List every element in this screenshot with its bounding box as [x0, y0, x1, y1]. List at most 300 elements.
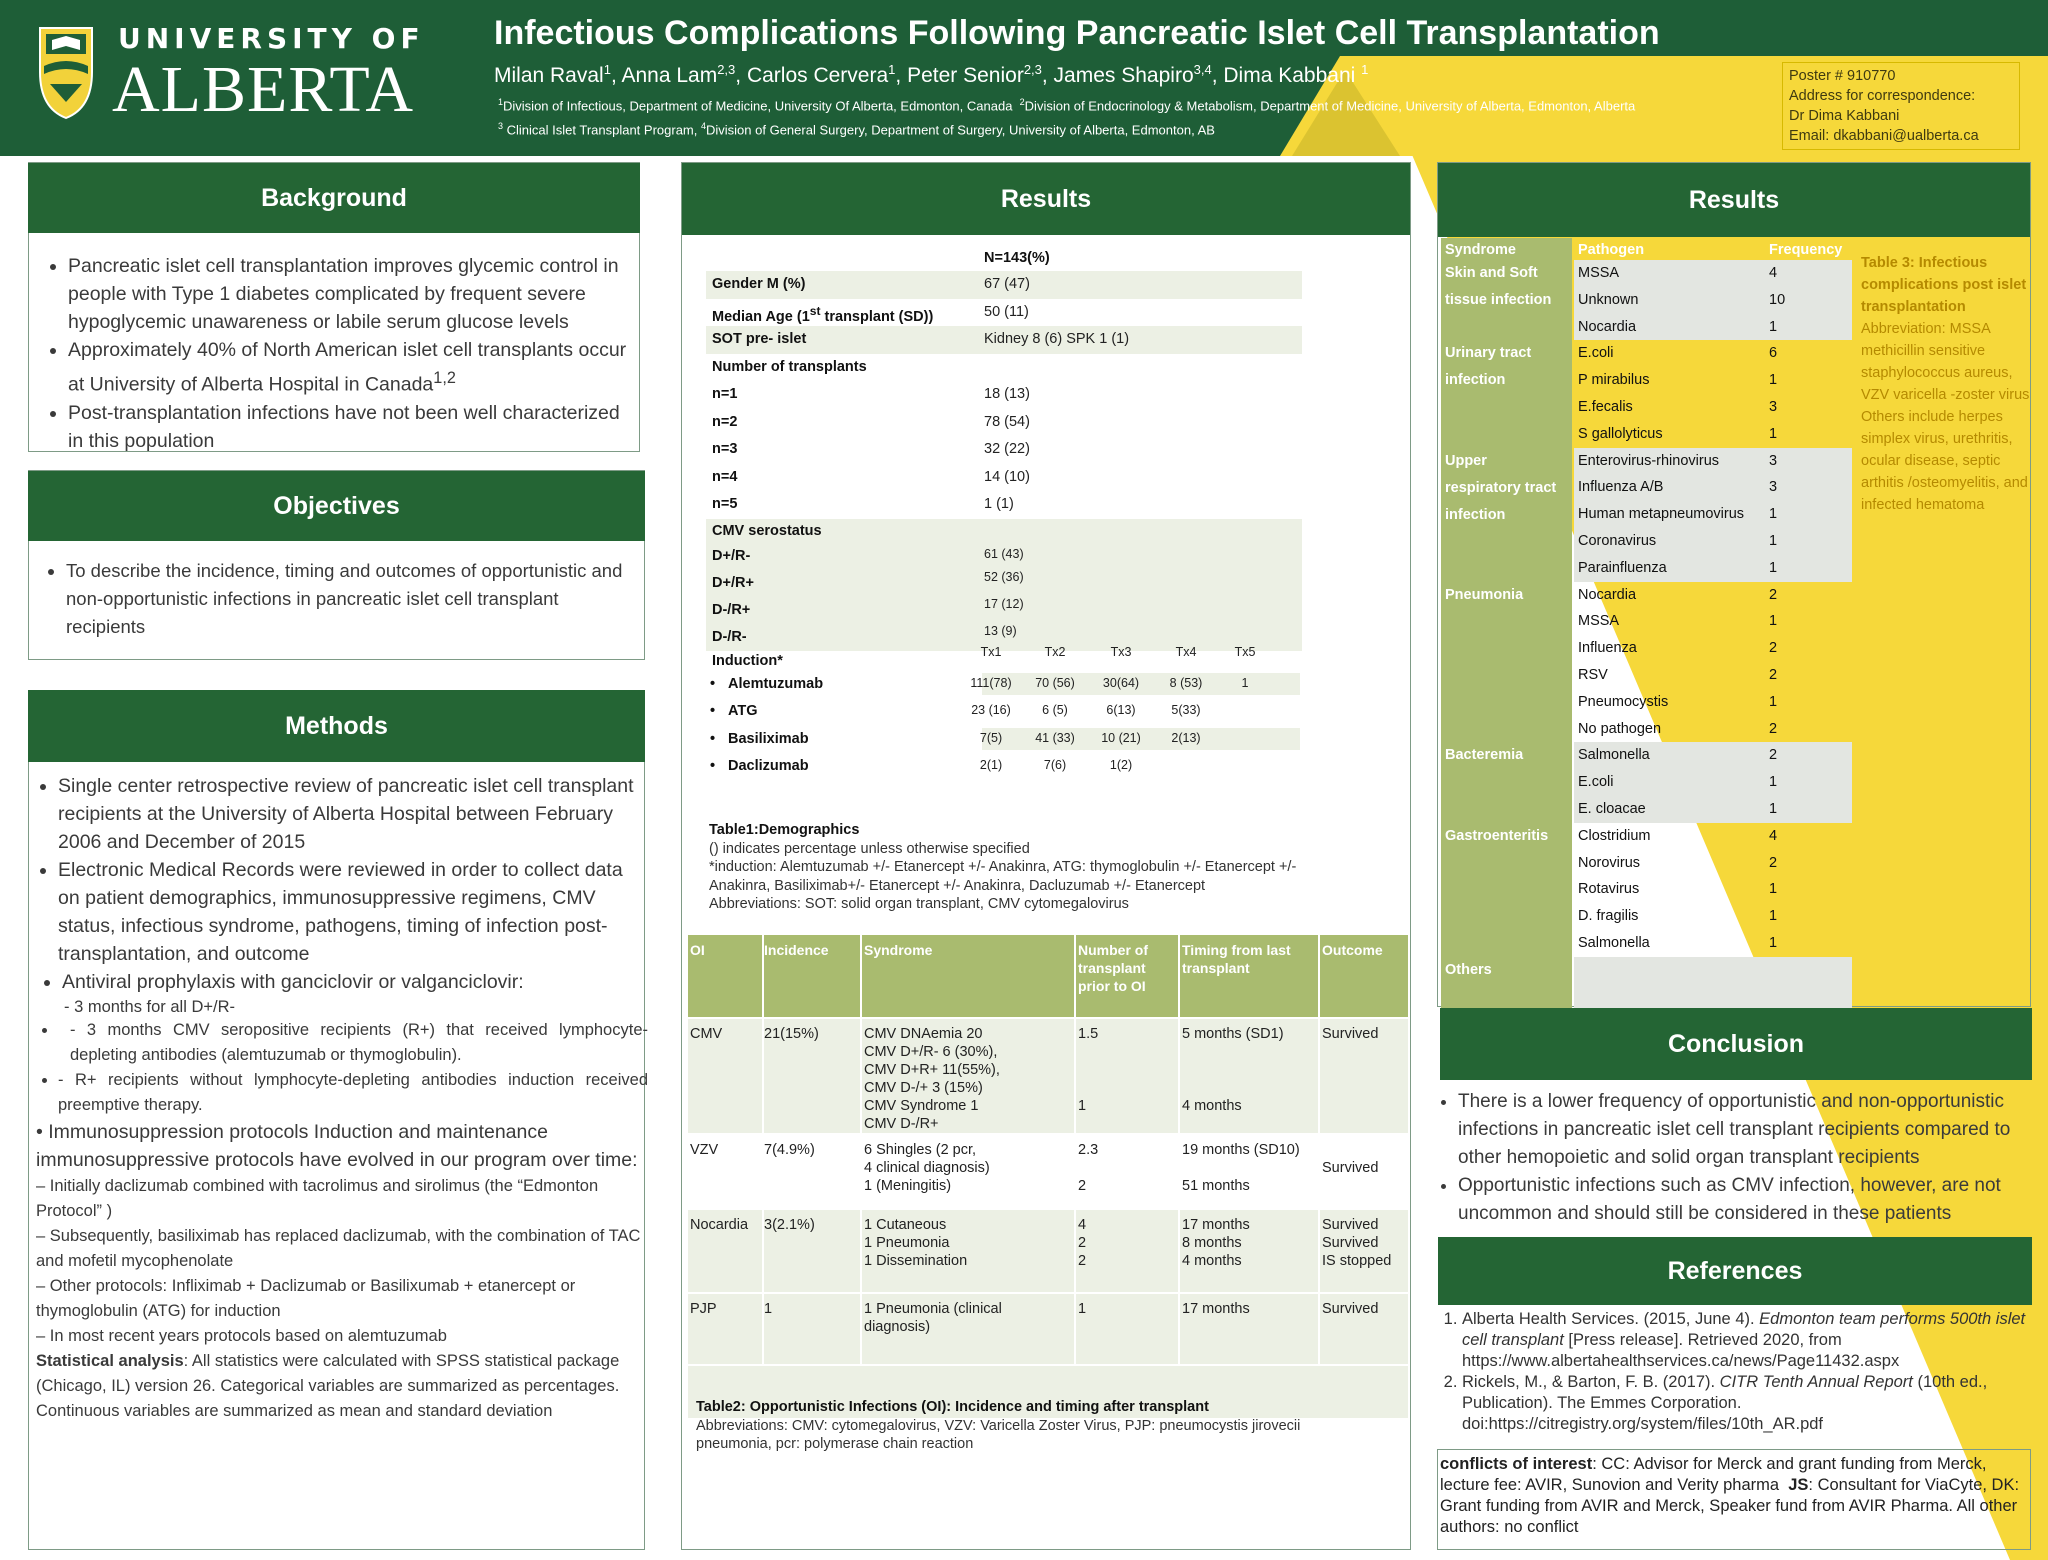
oi-row: [688, 1017, 1408, 1133]
transplant-number-header: Tx2: [1044, 644, 1066, 659]
demographics-row: [706, 271, 1302, 299]
table3-row: [1574, 716, 1852, 743]
table3-row: [1574, 314, 1852, 341]
oi-timing-cell: [1182, 1025, 1284, 1133]
oi-header-divider: [860, 935, 862, 1017]
table3-pathogen: Influenza A/B: [1578, 479, 1664, 496]
oi-number-line: 2.3: [1078, 1142, 1099, 1158]
table3-frequency: 6: [1769, 345, 1778, 362]
table3-pathogen: E.fecalis: [1578, 399, 1633, 415]
conclusion-list: [1438, 1088, 2030, 1228]
table3-syndrome-line: Gastroenteritis: [1445, 827, 1549, 844]
university-logo: [38, 18, 438, 126]
oi-syndrome-line: 1 (Meningitis): [864, 1178, 952, 1194]
table3-syndrome-line: infection: [1445, 372, 1506, 389]
induction-value: 111(78): [970, 675, 1012, 690]
demographics-row: [706, 326, 1302, 354]
table3-row: [1574, 930, 1852, 957]
table3-pathogen: Rotavirus: [1578, 881, 1640, 898]
oi-outcome-line: Survived: [1322, 1217, 1379, 1233]
references-heading: References: [1438, 1237, 2032, 1305]
induction-value: 10 (21): [1101, 730, 1141, 745]
methods-sub-1: - 3 months for all D+/R-: [64, 998, 236, 1016]
oi-column-divider: [860, 1135, 862, 1208]
table3-frequency: 1: [1769, 559, 1778, 576]
oi-outcome-line: Survived: [1322, 1026, 1379, 1042]
table3-pathogen: Nocardia: [1578, 586, 1637, 603]
objectives-list: [28, 557, 640, 641]
oi-syndrome-cell: [864, 1141, 990, 1195]
infectious-complications-table: [1441, 238, 1852, 1010]
oi-timing-line: 5 months (SD1): [1182, 1026, 1284, 1042]
induction-label: Induction*: [712, 652, 783, 669]
table3-pathogen: Nocardia: [1578, 318, 1637, 335]
oi-column-divider: [762, 1019, 764, 1133]
oi-column-divider: [1318, 1294, 1320, 1364]
induction-value: 70 (56): [1035, 675, 1075, 690]
induction-value: 2(13): [1171, 730, 1201, 745]
table3-frequency: 1: [1769, 881, 1778, 898]
affiliation-line-1: $^1$Division of Infectious, Department of Medicine, University Of Alberta, Edmonton, Canada $^2$Division of Endocrinology & Metabolism, Department of Medicine, University of Alberta, Edmonton, Alberta: [498, 97, 1636, 114]
table3-pathogen: MSSA: [1578, 265, 1620, 281]
background-item-2: • Approximately 40% of North American islet cell transplants occur at University of Alberta Hospital in Canada$^{1,2}$: [68, 336, 630, 399]
table3-header: Syndrome: [1445, 242, 1516, 258]
induction-value: 30(64): [1102, 675, 1140, 690]
table3-frequency: 1: [1769, 533, 1778, 549]
poster-number: Poster # 910770: [1789, 68, 1896, 84]
table3-syndrome: [1445, 957, 1492, 984]
oi-syndrome-line: CMV D-/R+: [864, 1116, 939, 1132]
conclusion-item-2: • Opportunistic infections such as CMV infection, however, are not uncommon and should still be considered in these patients: [1458, 1172, 2030, 1228]
table3-frequency: 4: [1769, 265, 1778, 281]
table3-header: Frequency: [1769, 242, 1843, 258]
table3-syndrome: [1445, 742, 1523, 769]
induction-row: [706, 753, 1302, 781]
table3-row: [1574, 501, 1852, 528]
oi-timing-line: 8 months: [1182, 1235, 1242, 1251]
correspondence-email: Email: dkabbani@ualberta.ca: [1789, 128, 1979, 144]
table3-row: [1574, 367, 1852, 394]
oi-number-cell: [1078, 1025, 1098, 1133]
correspondence-label: Address for correspondence:: [1789, 88, 1976, 104]
table3-syndrome-line: infection: [1445, 506, 1506, 523]
background-item-3: • Post-transplantation infections have not been well characterized in this population: [68, 399, 630, 455]
conclusion-heading: Conclusion: [1440, 1008, 2032, 1080]
oi-timing-line: [1182, 1061, 1284, 1079]
oi-header-divider: [1074, 935, 1076, 1017]
table3-syndrome-line: Bacteremia: [1445, 747, 1524, 764]
induction-value: 6(13): [1106, 703, 1136, 717]
oi-outcome-line: Survived: [1322, 1160, 1379, 1176]
oi-number-line: [1078, 1115, 1098, 1133]
induction-row: [706, 671, 1302, 699]
oi-outcome-line: [1322, 1079, 1378, 1097]
table3-title: Table 3: Infectious complications post islet transplantation: [1861, 255, 2027, 315]
transplant-number-header: Tx5: [1234, 644, 1256, 659]
table3-syndrome-line: Upper: [1445, 452, 1487, 469]
oi-syndrome-cell: [864, 1300, 1002, 1336]
table3-row: [1574, 474, 1852, 501]
cmv-status-value: 17 (12): [984, 596, 1024, 611]
induction-agent: ATG: [728, 703, 758, 719]
table1-note-1: () indicates percentage unless otherwise specified: [709, 840, 1030, 857]
cmv-status-value: 52 (36): [984, 569, 1024, 584]
induction-value: 2(1): [979, 758, 1003, 772]
induction-value: 7(5): [979, 730, 1003, 745]
table3-frequency: 1: [1769, 613, 1778, 630]
table3-pathogen: No pathogen: [1578, 720, 1662, 737]
oi-row: [688, 1292, 1408, 1364]
table3-frequency: 1: [1769, 801, 1778, 817]
table3-row: [1574, 850, 1852, 877]
methods-protocol-3: – Other protocols: Infliximab + Daclizumab or Basilixumab + etanercept or thymoglobulin (ATG) for induction: [36, 1277, 576, 1320]
table2-notes: Abbreviations: CMV: cytomegalovirus, VZV: Varicella Zoster Virus, PJP: pneumocystis jirovecii pneumonia, pcr: polymerase chain reaction: [696, 1417, 1301, 1452]
table3-row: [1574, 340, 1852, 367]
table3-pathogen: Unknown: [1578, 291, 1639, 308]
author-list: Milan Raval$^1$, Anna Lam$^{2,3}$, Carlos Cervera$^1$, Peter Senior$^{2,3}$, James Shapiro$^{3,4}$, Dima Kabbani $^1$: [494, 62, 1369, 87]
table3-pathogen: Clostridium: [1578, 827, 1651, 844]
oi-incidence: 3(2.1%): [764, 1217, 815, 1233]
induction-bullet: •: [710, 758, 716, 774]
oi-syndrome-line: 1 Pneumonia: [864, 1235, 950, 1251]
induction-bullet: •: [710, 730, 716, 747]
table3-frequency: 3: [1769, 479, 1778, 496]
demographics-row: [706, 381, 1302, 409]
oi-outcome-cell: [1322, 1300, 1378, 1336]
oi-number-cell: [1078, 1300, 1086, 1336]
demographics-value: 50 (11): [984, 303, 1029, 320]
table3-row: [1574, 903, 1852, 930]
cmv-serostatus-row: [706, 519, 1302, 543]
transplant-number-header: Tx4: [1175, 644, 1197, 659]
oi-name: CMV: [690, 1026, 723, 1042]
oi-column-divider: [860, 1210, 862, 1292]
oi-timing-cell: [1182, 1141, 1300, 1195]
results-heading-left: Results: [682, 163, 1410, 235]
oi-syndrome-line: diagnosis): [864, 1319, 931, 1335]
oi-column-divider: [762, 1135, 764, 1208]
oi-number-cell: [1078, 1141, 1098, 1195]
table3-pathogen: Human metapneumovirus: [1578, 506, 1745, 523]
oi-outcome-line: [1322, 1097, 1378, 1115]
oi-header-row: [688, 935, 1408, 1017]
oi-number-line: 4: [1078, 1217, 1087, 1233]
table3-frequency: 1: [1769, 693, 1778, 710]
induction-value: 6 (5): [1042, 703, 1068, 717]
transplant-number-header: Tx3: [1110, 644, 1132, 659]
oi-row: [688, 1208, 1408, 1292]
oi-column-divider: [1074, 1135, 1076, 1208]
oi-header-divider: [1318, 935, 1320, 1017]
oi-column-divider: [1178, 1135, 1180, 1208]
oi-timing-line: 19 months (SD10): [1182, 1142, 1300, 1158]
demographics-row: [706, 464, 1302, 492]
table3-row: [1574, 582, 1852, 609]
table3-row: [1574, 555, 1852, 582]
methods-body: • Single center retrospective review of pancreatic islet cell transplant recipients at the University of Alberta Hospital between February 2006 and December of 2015 • Electronic Medical Records were reviewed in order to collect data on patient demographics, immunosuppressive regimens, CMV status, infectious syndrome, pathogens, timing of infection post-transplantation, and outcome • Antiviral prophylaxis with ganciclovir or valganciclovir: - 3 months for all D+/R- • - 3 months CMV seropositive recipients (R+) that received lymphocyte-depleting antibodies (alemtuzumab or thymoglobulin). • - R+ recipients without lymphocyte-depleting antibodies induction received preemptive therapy. • Immunosuppression protocols Induction and maintenance immunosuppressive protocols have evolved in our program over time: – Initially daclizumab combined with tacrolimus and sirolimus (the “Edmonton Protocol” ) – Subsequently, basiliximab has replaced daclizumab, with the combination of TAC and mofetil mycophenolate – Other protocols: Infliximab + Daclizumab or Basilixumab + etanercept or thymoglobulin (ATG) for induction – In most recent years protocols based on alemtuzumab Statistical analysis: All statistics were calculated with SPSS statistical package (Chicago, IL) version 26. Categorical variables are summarized as percentages. Continuous variables are summarized as mean and standard deviation: [36, 772, 648, 1424]
oi-name: PJP: [690, 1301, 717, 1317]
demographics-table: [706, 271, 1302, 781]
methods-protocol-1: – Initially daclizumab combined with tacrolimus and sirolimus (the “Edmonton Protocol” ): [36, 1177, 599, 1220]
demographics-value: 32 (22): [984, 441, 1030, 457]
oi-header-cell: Number of transplant prior to OI: [1078, 942, 1148, 994]
methods-antiviral: • Antiviral prophylaxis with ganciclovir or valganciclovir:: [62, 968, 648, 996]
oi-number-line: 2: [1078, 1235, 1087, 1251]
table3-row: [1574, 635, 1852, 662]
oi-name: Nocardia: [690, 1217, 749, 1233]
table3-row: [1574, 689, 1852, 716]
table3-syndrome-line: Others: [1445, 961, 1492, 978]
demographics-value: 67 (47): [984, 276, 1030, 292]
opportunistic-infections-table: [688, 935, 1408, 1418]
correspondence-name: Dr Dima Kabbani: [1789, 108, 1900, 124]
table3-pathogen: P mirabilus: [1578, 372, 1650, 389]
oi-column-divider: [860, 1294, 862, 1364]
oi-number-line: [1078, 1318, 1086, 1336]
oi-syndrome-line: 4 clinical diagnosis): [864, 1160, 990, 1176]
table3-caption: [1861, 252, 2031, 516]
oi-timing-line: 17 months: [1182, 1301, 1250, 1317]
logo-text-bottom: ALBERTA: [112, 53, 415, 126]
methods-immuno: Immunosuppression protocols Induction and maintenance immunosuppressive protocols have evolved in our program over time:: [36, 1121, 638, 1171]
demographics-label: n=5: [712, 496, 738, 512]
methods-protocol-2: – Subsequently, basiliximab has replaced daclizumab, with the combination of TAC and mofetil mycophenolate: [36, 1227, 641, 1270]
oi-row: [688, 1133, 1408, 1208]
oi-syndrome-cell: [864, 1025, 1000, 1133]
oi-timing-line: [1182, 1079, 1284, 1097]
oi-timing-line: 4 months: [1182, 1098, 1242, 1114]
oi-outcome-line: [1322, 1141, 1378, 1159]
demographics-label: n=1: [712, 386, 738, 402]
induction-value: 41 (33): [1035, 730, 1075, 745]
cmv-status-label: D-/R+: [712, 601, 751, 618]
table3-syndrome-line: respiratory tract: [1445, 479, 1557, 496]
oi-timing-cell: [1182, 1216, 1250, 1270]
table3-pathogen: Norovirus: [1578, 854, 1641, 871]
oi-outcome-line: [1322, 1115, 1378, 1133]
oi-column-divider: [1318, 1210, 1320, 1292]
cmv-status-label: D+/R-: [712, 547, 751, 564]
induction-row: [706, 726, 1302, 754]
table3-frequency: 1: [1769, 425, 1778, 442]
table3-pathogen: RSV: [1578, 667, 1608, 683]
poster-title: Infectious Complications Following Pancreatic Islet Cell Transplantation: [494, 14, 1660, 52]
table3-syndrome: [1445, 448, 1556, 529]
logo-text-top: UNIVERSITY OF: [118, 22, 425, 55]
demographics-row: [706, 354, 1302, 382]
conflicts-text: : CC: Advisor for Merck and grant funding from Merck, lecture fee: AVIR, Sunovion and Verity pharma JS: Consultant for ViaCyte, DK: Grant funding from AVIR and Merck, Speaker fund from AVIR Pharma. All other authors: no conflict: [1440, 1455, 2020, 1536]
oi-header-cell: OI: [690, 942, 705, 958]
table3-row: [1574, 769, 1852, 796]
table3-frequency: 2: [1769, 640, 1778, 657]
oi-outcome-line: [1322, 1318, 1378, 1336]
table3-row: [1574, 287, 1852, 314]
methods-protocol-4: – In most recent years protocols based on alemtuzumab: [36, 1327, 447, 1345]
table3-frequency: 2: [1769, 747, 1778, 764]
table3-syndrome: [1445, 260, 1551, 314]
table3-frequency: 1: [1769, 908, 1778, 925]
induction-agent: Daclizumab: [728, 758, 809, 774]
table3-row: [1574, 260, 1852, 287]
table3-row: [1574, 957, 1852, 984]
oi-timing-line: [1182, 1043, 1284, 1061]
table3-frequency: 3: [1769, 399, 1778, 415]
affiliation-line-2: $^3$ Clinical Islet Transplant Program, $^4$Division of General Surgery, Department of Surgery, University of Alberta, Edmonton, AB: [498, 121, 1215, 138]
table3-pathogen: E.coli: [1578, 345, 1614, 362]
cmv-status-value: 13 (9): [984, 623, 1017, 638]
table3-frequency: 1: [1769, 935, 1778, 951]
table3-row: [1574, 662, 1852, 689]
induction-value: 5(33): [1171, 703, 1201, 717]
table3-pathogen: Parainfluenza: [1578, 559, 1667, 576]
oi-syndrome-line: CMV Syndrome 1: [864, 1098, 979, 1114]
oi-header-cell: Syndrome: [864, 942, 933, 958]
table3-pathogen: S gallolyticus: [1578, 425, 1663, 442]
objectives-heading: Objectives: [28, 471, 645, 541]
cmv-row: [706, 597, 1302, 624]
oi-column-divider: [762, 1210, 764, 1292]
background-list: [30, 252, 630, 455]
table3-syndrome-line: Pneumonia: [1445, 586, 1524, 603]
oi-column-divider: [1074, 1210, 1076, 1292]
header-banner: [0, 0, 2048, 156]
induction-row: [706, 698, 1302, 726]
table3-header: Pathogen: [1578, 242, 1645, 258]
oi-column-divider: [1318, 1019, 1320, 1133]
induction-header-row: [706, 645, 1302, 671]
table3-frequency: 2: [1769, 854, 1778, 871]
table3-pathogen: Coronavirus: [1578, 533, 1657, 549]
oi-column-divider: [1318, 1135, 1320, 1208]
table2-title: Table2: Opportunistic Infections (OI): Incidence and timing after transplant: [696, 1399, 1209, 1415]
oi-timing-line: 17 months: [1182, 1217, 1250, 1233]
oi-outcome-line: [1322, 1177, 1378, 1195]
oi-syndrome-line: 1 Cutaneous: [864, 1217, 947, 1233]
statistical-analysis-text: : All statistics were calculated with SPSS statistical package (Chicago, IL) version 26. Categorical variables are summarized as percentages. Continuous variables are summarized as mean and standard deviation: [36, 1352, 620, 1420]
table3-row: [1574, 984, 1852, 1011]
table3-pathogen: E. cloacae: [1578, 801, 1646, 817]
demographics-label: Median Age (1st transplant (SD)): [712, 303, 934, 325]
demographics-label: SOT pre- islet: [712, 331, 807, 347]
methods-heading: Methods: [28, 690, 645, 762]
oi-number-line: [1078, 1061, 1098, 1079]
table3-pathogen: Pneumocystis: [1578, 693, 1669, 710]
oi-number-line: [1078, 1079, 1098, 1097]
reference-item-1: 1. Alberta Health Services. (2015, June 4). Edmonton team performs 500th islet cell transplant [Press release]. Retrieved 2020, from https://www.albertahealthservices.ca/news/Page11432.aspx: [1462, 1309, 2028, 1372]
oi-column-divider: [762, 1294, 764, 1364]
oi-syndrome-cell: [864, 1216, 967, 1270]
demographics-value: 14 (10): [984, 468, 1030, 485]
induction-value: 7(6): [1043, 758, 1067, 772]
methods-bullet-1: • Single center retrospective review of pancreatic islet cell transplant recipients at the University of Alberta Hospital between February 2006 and December of 2015: [58, 772, 648, 856]
oi-outcome-line: [1322, 1043, 1378, 1061]
oi-timing-line: 51 months: [1182, 1178, 1250, 1194]
induction-value: 1: [1241, 675, 1249, 690]
contact-box: [1782, 62, 2020, 150]
oi-column-divider: [1178, 1210, 1180, 1292]
induction-value: 1(2): [1109, 758, 1133, 772]
oi-header-divider: [762, 935, 764, 1017]
demographics-label: n=4: [712, 468, 738, 485]
table3-frequency: 3: [1769, 452, 1778, 469]
cmv-status-label: D-/R-: [712, 628, 747, 645]
table3-frequency: 1: [1769, 372, 1778, 389]
table3-row: [1574, 528, 1852, 555]
demographics-row: [706, 409, 1302, 437]
table3-notes: Abbreviation: MSSA methicillin sensitive staphylococcus aureus, VZV varicella -zoster virus Others include herpes simplex virus, urethritis, ocular disease, septic arthitis /osteomyelitis, and infected hematoma: [1861, 321, 2030, 513]
oi-number-line: 2: [1078, 1253, 1087, 1269]
table1-caption: [709, 821, 1349, 914]
table3-syndrome-line: Skin and Soft: [1445, 265, 1538, 281]
methods-sub-2: • - 3 months CMV seropositive recipients (R+) that received lymphocyte-depleting antibodies (alemtuzumab or thymoglobulin).: [58, 1018, 648, 1068]
table1-note-3: Abbreviations: SOT: solid organ transplant, CMV cytomegalovirus: [709, 896, 1129, 912]
oi-syndrome-line: 1 Pneumonia (clinical: [864, 1301, 1002, 1317]
oi-syndrome-line: CMV D+R+ 11(55%),: [864, 1062, 1000, 1078]
cmv-serostatus-label: CMV serostatus: [712, 522, 822, 539]
oi-timing-line: [1182, 1115, 1284, 1133]
table3-frequency: 1: [1769, 506, 1778, 523]
oi-number-cell: [1078, 1216, 1086, 1270]
oi-outcome-line: Survived: [1322, 1235, 1379, 1251]
transplant-number-header: Tx1: [980, 644, 1002, 659]
results-heading-right: Results: [1438, 163, 2030, 237]
demographics-label: Gender M (%): [712, 276, 806, 292]
oi-incidence: 1: [764, 1301, 773, 1317]
oi-syndrome-line: CMV D+/R- 6 (30%),: [864, 1044, 998, 1060]
references-list: [1438, 1309, 2028, 1435]
oi-syndrome-line: CMV DNAemia 20: [864, 1026, 983, 1042]
oi-syndrome-line: 6 Shingles (2 pcr,: [864, 1142, 977, 1158]
table3-pathogen: Salmonella: [1578, 747, 1650, 764]
oi-number-line: 1.5: [1078, 1026, 1099, 1042]
induction-bullet: •: [710, 675, 716, 692]
cmv-row: [706, 570, 1302, 597]
table2-caption: [696, 1398, 1336, 1454]
cmv-row: [706, 543, 1302, 570]
table3-pathogen: D. fragilis: [1578, 908, 1639, 925]
table3-row: [1574, 421, 1852, 448]
oi-outcome-cell: [1322, 1216, 1391, 1270]
oi-syndrome-line: 1 Dissemination: [864, 1253, 968, 1269]
oi-outcome-line: IS stopped: [1322, 1253, 1392, 1269]
table3-syndrome-line: Urinary tract: [1445, 345, 1532, 362]
statistical-analysis-label: Statistical analysis: [36, 1352, 184, 1370]
background-item-1: • Pancreatic islet cell transplantation improves glycemic control in people with Type 1 diabetes complicated by frequent severe hypoglycemic unawareness or labile serum glucose levels: [68, 252, 630, 336]
university-shield-icon: [38, 22, 94, 120]
oi-outcome-line: Survived: [1322, 1301, 1379, 1317]
demographics-value: 78 (54): [984, 413, 1030, 430]
oi-outcome-line: [1322, 1061, 1378, 1079]
demographics-value: 18 (13): [984, 386, 1030, 402]
demographics-label: n=3: [712, 441, 738, 457]
oi-column-divider: [1178, 1294, 1180, 1364]
objective-item-1: • To describe the incidence, timing and outcomes of opportunistic and non-opportunistic infections in pancreatic islet cell transplant recipients: [66, 557, 640, 641]
oi-timing-line: 4 months: [1182, 1253, 1242, 1269]
reference-item-2: 2. Rickels, M., & Barton, F. B. (2017). CITR Tenth Annual Report (10th ed., Publication). The Emmes Corporation. doi:https://citregistry.org/system/files/10th_AR.pdf: [1462, 1372, 2028, 1435]
background-heading: Background: [28, 163, 640, 233]
oi-column-divider: [860, 1019, 862, 1133]
oi-column-divider: [1178, 1019, 1180, 1133]
conflicts-label: conflicts of interest: [1440, 1455, 1593, 1473]
cmv-status-label: D+/R+: [712, 574, 754, 591]
table3-row: [1574, 823, 1852, 850]
demographics-label: n=2: [712, 413, 738, 430]
table3-row: [1574, 394, 1852, 421]
table3-row: [1574, 608, 1852, 635]
table3-row: [1574, 876, 1852, 903]
induction-agent: Basiliximab: [728, 730, 809, 747]
demographics-value: Kidney 8 (6) SPK 1 (1): [984, 331, 1130, 347]
